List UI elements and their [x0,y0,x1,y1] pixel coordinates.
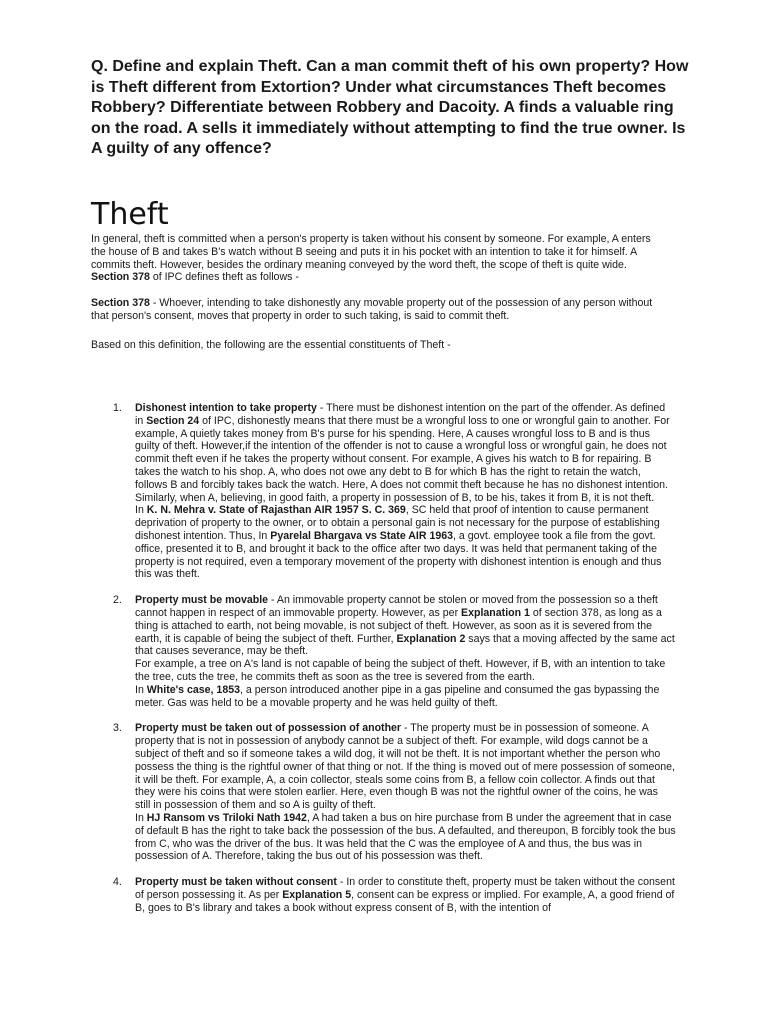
bold-term: Section 24 [146,414,200,427]
intro-paragraph [91,233,666,284]
text-segment: of section 378, as long as a thing is attached to earth, not being movable, is not subject of theft. However, as soon as it is severed from the earth, it is capable of being the subject of theft. Further, [135,606,662,645]
bold-term: K. N. Mehra v. State of Rajasthan AIR 1957 S. C. 369 [146,504,406,517]
list-item-paragraph [135,722,676,812]
text-segment: says that a moving affected by the same act that causes severance, may be theft. [135,632,675,658]
list-item-paragraph [135,876,676,914]
section-378-definition [91,297,666,323]
list-item-number: 2. [113,594,122,607]
text-segment: - The property must be in possession of someone. A property that is not in possession of anybody cannot be a subject of theft. For example, wild dogs cannot be a subject of theft and so if someone takes a wild dog, it will not be theft. It is not important whether the person who possess the thing is the rightful owner of that thing or not. If the thing is moved out of mere possession of someone, it will be theft. For example, A, a coin collector, steals some coins from B, a fellow coin collector. A finds out that they were his coins that were stolen earlier. Here, even though B was not the rightful owner of the coins, he was still in possession of them and so A is guilty of theft. [135,722,675,812]
page-title: Theft [91,197,169,232]
list-item [91,402,676,581]
text-segment: , a person introduced another pipe in a gas pipeline and consumed the gas bypassing the meter. Gas was held to be a movable property and he was held guilty of theft. [135,683,660,709]
text-segment: In [135,683,147,696]
section-378-label: Section 378 [91,297,150,309]
bold-term: Property must be movable [135,594,269,607]
intro-tail: of IPC defines theft as follows - [149,271,299,284]
bold-term: Explanation 2 [396,632,466,645]
text-segment: , consent can be express or implied. For example, A, a good friend of B, goes to B's library and takes a book without express consent of B, with the intention of [135,888,675,914]
list-item [91,876,676,914]
list-item-number: 1. [113,402,122,414]
section-378-text: - Whoever, intending to take dishonestly any movable property out of the possession of any person without that person's consent, moves that property in order to such taking, is said to commit theft. [91,297,653,322]
list-item [91,594,676,709]
text-segment: , a govt. employee took a file from the govt. office, presented it to B, and brought it back to the office after two days. It was held that permanent taking of the property is not required, even a temporary movement of the property with dishonest intention is enough and thus this was theft. [135,529,662,581]
text-segment: , SC held that proof of intention to cause permanent deprivation of property to the owner, or to obtain a personal gain is not necessary for the purpose of establishing dishonest intention. Thus, In [135,504,660,542]
bold-term: Property must be taken without consent [135,876,337,889]
question-text: Q. Define and explain Theft. Can a man commit theft of his own property? How is Theft different from Extortion? Under what circumstances Theft becomes Robbery? Differentiate between Robbery and Dacoity. A finds a valuable ring on the road. A sells it immediately without attempting to find the true owner. Is A guilty of any offence? [91,58,689,157]
list-item [91,722,676,863]
text-segment: of IPC, dishonestly means that there must be a wrongful loss to one or wrongful gain to another. For example, A quietly takes money from B's purse for his spending. Here, A causes wrongful loss to B and is thus guilty of theft. However,if the intention of the offender is not to cause a wrongful loss or wrongful gain, he does not commit theft even if he takes the property without consent. For example, A gives his watch to B for repairing. B takes the watch to his shop. A, who does not owe any debt to B for which B has the right to retain the watch, follows B and forcibly takes back the watch. Here, A does not commit theft because he has no dishonest intention. Similarly, when A, believing, in good faith, a property in possession of B, to be his, takes it from B, it is not theft. [135,414,670,504]
list-item-paragraph [135,684,676,710]
text-segment: - There must be dishonest intention on the part of the offender. As defined in [135,402,666,427]
constituents-list [91,402,676,914]
text-segment: - An immovable property cannot be stolen or moved from the possession so a theft cannot happen in respect of an immovable property. However, as per [135,594,658,619]
text-segment: In [135,811,147,824]
section-ref: Section 378 [91,271,150,284]
list-item-paragraph [135,658,676,684]
list-item-paragraph [135,812,676,863]
bold-term: Property must be taken out of possession of another [135,722,402,735]
list-item-number: 3. [113,722,122,735]
bold-term: White's case, 1853 [146,683,240,696]
bold-term: Pyarelal Bhargava vs State AIR 1963 [270,529,454,542]
list-item-paragraph [135,402,676,504]
bold-term: HJ Ransom vs Triloki Nath 1942 [146,811,307,824]
bold-term: Explanation 5 [282,888,352,901]
text-segment: For example, a tree on A's land is not capable of being the subject of theft. However, if B, with an intention to take the tree, cuts the tree, he commits theft as soon as the tree is severed from the earth. [135,658,666,683]
bold-term: Explanation 1 [461,606,530,619]
text-segment: In [135,504,147,517]
text-segment: - In order to constitute theft, property must be taken without the consent of person possessing it. As per [135,876,675,901]
list-item-paragraph [135,504,676,581]
bold-term: Dishonest intention to take property [135,402,317,414]
text-segment: , A had taken a bus on hire purchase from B under the agreement that in case of default B has the right to take back the possession of the bus. A defaulted, and thereupon, B forcibly took the bus from C, who was the driver of the bus. It was held that the C was the employee of A and thus, the bus was in possession of A. Therefore, taking the bus out of his possession was theft. [135,811,676,863]
intro-text: In general, theft is committed when a person's property is taken without his consent by someone. For example, A enters the house of B and takes B's watch without B seeing and puts it in his pocket with an intention to take it for himself. A commits theft. However, besides the ordinary meaning conveyed by the word theft, the scope of theft is quite wide. [91,233,651,271]
list-item-paragraph [135,594,676,658]
list-item-number: 4. [113,876,122,889]
based-on-text: Based on this definition, the following are the essential constituents of Theft - [91,339,451,351]
